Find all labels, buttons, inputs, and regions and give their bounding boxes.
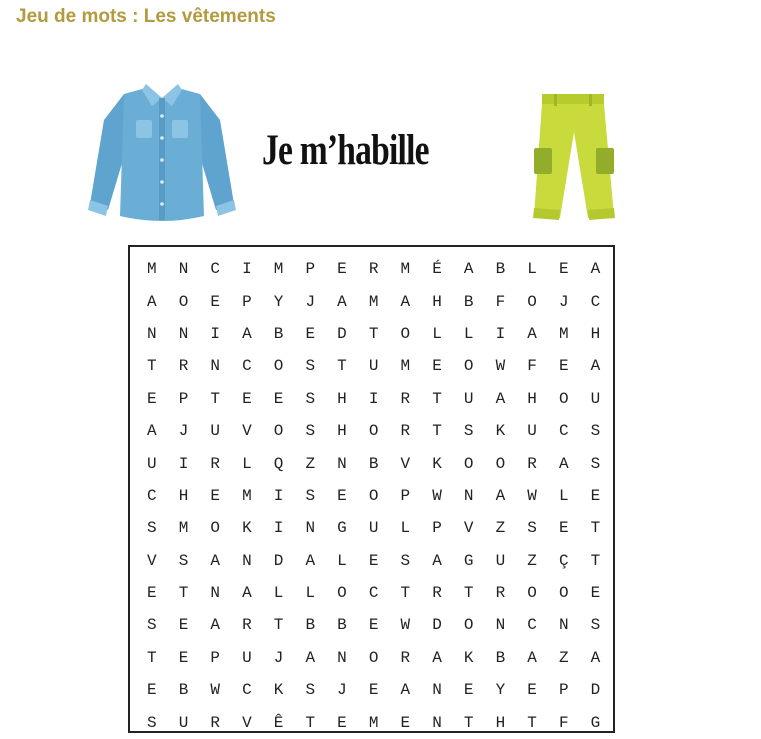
grid-letter: A [495,389,506,408]
grid-letter: B [495,260,506,279]
grid-letter: H [432,292,442,311]
grid-letter: M [368,292,379,311]
grid-letter: J [305,292,316,311]
grid-letter: R [400,389,411,408]
grid-letter: O [337,584,347,603]
grid-letter: O [273,357,284,376]
grid-letter: B [337,616,347,635]
grid-letter: E [273,389,284,408]
grid-letter: K [242,519,252,538]
grid-letter: C [368,584,379,603]
grid-letter: U [368,357,379,376]
grid-letter: R [400,422,411,441]
grid-letter: W [432,486,442,505]
grid-letter: T [147,357,157,376]
grid-letter: S [305,389,316,408]
grid-letter: L [527,260,537,279]
grid-letter: H [337,422,347,441]
grid-letter: T [147,648,157,667]
grid-letter: W [400,616,411,635]
letter-grid [136,253,611,739]
grid-letter: L [305,584,316,603]
grid-letter: D [432,616,442,635]
grid-letter: C [527,616,537,635]
grid-letter: U [147,454,157,473]
grid-letter: B [273,324,284,343]
grid-letter: H [178,486,189,505]
grid-letter: B [463,292,474,311]
grid-letter: S [590,616,601,635]
grid-letter: B [495,648,506,667]
grid-letter: L [463,324,474,343]
grid-letter: S [147,713,157,732]
grid-letter: O [273,422,284,441]
grid-letter: N [242,551,252,570]
grid-letter: R [242,616,252,635]
grid-letter: V [463,519,474,538]
grid-letter: T [368,324,379,343]
grid-letter: E [337,486,347,505]
grid-letter: I [273,486,284,505]
word-search-grid [128,245,615,733]
grid-letter: U [242,648,252,667]
grid-letter: T [527,713,537,732]
grid-letter: Ç [558,551,569,570]
grid-letter: E [178,616,189,635]
grid-letter: N [305,519,316,538]
grid-letter: T [273,616,284,635]
grid-letter: S [305,422,316,441]
grid-letter: K [463,648,474,667]
grid-letter: P [305,260,316,279]
grid-letter: H [527,389,537,408]
grid-letter: W [495,357,506,376]
grid-letter: W [210,681,221,700]
grid-letter: E [147,389,157,408]
grid-letter: C [210,260,221,279]
grid-letter: H [495,713,506,732]
grid-letter: L [432,324,442,343]
grid-letter: E [558,357,569,376]
grid-letter: M [178,519,189,538]
grid-letter: N [210,584,221,603]
grid-letter: T [463,713,474,732]
grid-letter: E [590,486,601,505]
grid-letter: U [527,422,537,441]
grid-letter: U [178,713,189,732]
grid-letter: I [178,454,189,473]
grid-letter: J [558,292,569,311]
grid-letter: T [305,713,316,732]
grid-letter: V [147,551,157,570]
grid-letter: V [242,422,252,441]
grid-letter: B [178,681,189,700]
grid-letter: A [337,292,347,311]
grid-letter: D [590,681,601,700]
grid-letter: A [558,454,569,473]
grid-letter: S [305,486,316,505]
grid-letter: S [590,422,601,441]
grid-letter: O [210,519,221,538]
grid-letter: E [558,519,569,538]
grid-letter: N [432,681,442,700]
grid-letter: T [590,519,601,538]
grid-letter: L [273,584,284,603]
grid-letter: P [210,648,221,667]
grid-letter: I [273,519,284,538]
grid-letter: M [242,486,252,505]
grid-letter: R [210,713,221,732]
grid-letter: B [368,454,379,473]
grid-letter: A [305,648,316,667]
grid-letter: F [495,292,506,311]
grid-letter: E [463,681,474,700]
grid-letter: U [463,389,474,408]
grid-letter: A [590,357,601,376]
grid-letter: U [590,389,601,408]
grid-letter: V [242,713,252,732]
grid-letter: C [558,422,569,441]
grid-letter: U [495,551,506,570]
grid-letter: C [147,486,157,505]
grid-letter: N [337,648,347,667]
grid-letter: O [495,454,506,473]
grid-letter: Z [495,519,506,538]
grid-letter: E [368,551,379,570]
grid-letter: E [210,292,221,311]
grid-letter: R [400,648,411,667]
grid-letter: A [147,292,157,311]
grid-letter: P [558,681,569,700]
grid-letter: R [178,357,189,376]
grid-letter: R [210,454,221,473]
grid-letter: M [400,357,411,376]
grid-letter: T [463,584,474,603]
grid-letter: E [210,486,221,505]
grid-letter: O [178,292,189,311]
grid-letter: R [368,260,379,279]
grid-letter: Z [558,648,569,667]
grid-letter: P [400,486,411,505]
grid-letter: O [463,454,474,473]
grid-letter: N [337,454,347,473]
grid-letter: U [210,422,221,441]
grid-letter: D [273,551,284,570]
grid-letter: E [368,681,379,700]
grid-letter: S [400,551,411,570]
grid-letter: P [178,389,189,408]
grid-letter: I [495,324,506,343]
grid-letter: O [558,389,569,408]
grid-letter: S [305,357,316,376]
grid-letter: T [432,422,442,441]
grid-letter: O [558,584,569,603]
grid-letter: N [463,486,474,505]
grid-letter: Ê [273,713,284,732]
grid-letter: N [558,616,569,635]
pants-icon [526,92,620,222]
grid-letter: E [558,260,569,279]
grid-letter: O [400,324,411,343]
grid-letter: E [337,260,347,279]
grid-letter: W [527,486,537,505]
grid-letter: S [147,616,157,635]
grid-letter: S [305,681,316,700]
grid-letter: A [463,260,474,279]
grid-letter: O [527,292,537,311]
grid-letter: E [305,324,316,343]
grid-letter: T [337,357,347,376]
grid-letter: A [527,648,537,667]
grid-letter: C [242,357,252,376]
grid-letter: S [590,454,601,473]
grid-letter: K [495,422,506,441]
grid-letter: N [147,324,157,343]
grid-letter: N [495,616,506,635]
grid-letter: O [368,486,379,505]
grid-letter: A [432,648,442,667]
grid-letter: U [368,519,379,538]
grid-letter: S [463,422,474,441]
grid-letter: C [242,681,252,700]
grid-letter: A [210,551,221,570]
page-title: Jeu de mots : Les vêtements [16,6,276,27]
grid-letter: K [432,454,442,473]
grid-letter: A [305,551,316,570]
grid-letter: T [400,584,411,603]
grid-letter: E [368,616,379,635]
grid-letter: Y [273,292,284,311]
grid-letter: G [337,519,347,538]
grid-letter: G [590,713,601,732]
grid-letter: L [558,486,569,505]
grid-letter: N [432,713,442,732]
grid-letter: K [273,681,284,700]
grid-letter: É [432,260,442,279]
grid-letter: A [400,292,411,311]
grid-letter: O [527,584,537,603]
grid-letter: A [495,486,506,505]
grid-letter: O [368,648,379,667]
grid-letter: L [337,551,347,570]
grid-letter: R [432,584,442,603]
grid-letter: R [527,454,537,473]
grid-letter: J [178,422,189,441]
grid-letter: Z [527,551,537,570]
grid-letter: N [210,357,221,376]
grid-letter: I [368,389,379,408]
grid-letter: S [147,519,157,538]
grid-letter: P [242,292,252,311]
grid-letter: M [147,260,157,279]
grid-letter: E [242,389,252,408]
grid-letter: J [337,681,347,700]
grid-letter: A [432,551,442,570]
grid-letter: M [273,260,284,279]
grid-letter: P [432,519,442,538]
grid-letter: N [178,260,189,279]
grid-letter: Y [495,681,506,700]
grid-letter: S [178,551,189,570]
grid-letter: O [463,616,474,635]
grid-letter: A [242,584,252,603]
grid-letter: B [305,616,316,635]
grid-letter: T [590,551,601,570]
worksheet-heading: Je m’habille [262,127,429,174]
grid-letter: E [432,357,442,376]
grid-letter: H [590,324,601,343]
grid-letter: M [400,260,411,279]
grid-letter: E [178,648,189,667]
grid-letter: E [590,584,601,603]
grid-letter: M [368,713,379,732]
grid-letter: S [527,519,537,538]
grid-letter: A [242,324,252,343]
shirt-icon [86,80,238,224]
grid-letter: D [337,324,347,343]
grid-letter: F [558,713,569,732]
grid-letter: A [590,648,601,667]
grid-letter: L [400,519,411,538]
grid-letter: A [147,422,157,441]
grid-letter: E [337,713,347,732]
grid-letter: A [527,324,537,343]
grid-letter: L [242,454,252,473]
grid-letter: A [400,681,411,700]
grid-letter: Z [305,454,316,473]
grid-letter: R [495,584,506,603]
grid-letter: E [527,681,537,700]
grid-letter: T [210,389,221,408]
grid-letter: E [147,681,157,700]
grid-letter: H [337,389,347,408]
grid-letter: I [210,324,221,343]
grid-letter: E [147,584,157,603]
grid-letter: I [242,260,252,279]
grid-letter: G [463,551,474,570]
grid-letter: E [400,713,411,732]
grid-letter: Q [273,454,284,473]
grid-letter: F [527,357,537,376]
grid-letter: A [210,616,221,635]
grid-letter: O [463,357,474,376]
grid-letter: C [590,292,601,311]
grid-letter: O [368,422,379,441]
grid-letter: T [178,584,189,603]
grid-letter: M [558,324,569,343]
grid-letter: A [590,260,601,279]
grid-letter: T [432,389,442,408]
grid-letter: V [400,454,411,473]
grid-letter: J [273,648,284,667]
grid-letter: N [178,324,189,343]
